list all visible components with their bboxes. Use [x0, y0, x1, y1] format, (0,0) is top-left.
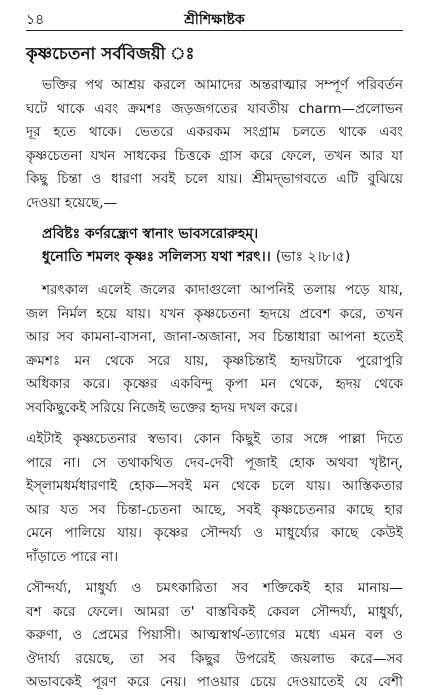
text-line: ঔদার্য্য রয়েছে, তা সব কিছুর উপরেই জয়লাভ করে—সব [26, 650, 403, 667]
paragraph-1 [26, 74, 403, 215]
text-line: ইস্‌লামধর্মধারণাই হোক—সবই মন থেকে চলে যায়। আস্তিকতার [26, 478, 403, 494]
text-line: অধিকার করে। কৃষ্ণের একবিন্দু কৃপা মন থেকে, হৃদয় থেকে [26, 376, 403, 392]
verse-line-1: প্রবিষ্টঃ কর্ণরন্ধ্রেণ স্বানাং ভাবসরোরুহম্‌। [42, 226, 259, 242]
verse-line-2-text: ধুনোতি শমলং কৃষ্ণঃ সলিলস্য যথা শরৎ।। [42, 249, 271, 265]
text-line: ক্রমশঃ মন থেকে সরে যায়, কৃষ্ণচিন্তাই হৃদয়টাকে পুরোপুরি [26, 352, 403, 369]
text-line: মেনে পালিয়ে যায়। কৃষ্ণের সৌন্দর্য্য ও মাধুর্য্যের কাছে কেউই [26, 525, 403, 541]
page-header [26, 8, 403, 31]
text-line: ভক্তির পথ আশ্রয় করলে আমাদের অন্তরাত্মার সম্পূর্ণ পরিবর্তন [42, 77, 403, 93]
text-line: সবকিছুকেই সরিয়ে নিজেই ভক্তের হৃদয় দখল করে। [26, 399, 298, 416]
text-line: এইটাই কৃষ্ণচেতনার স্বভাব। কোন কিছুই তার সঙ্গে পাল্লা দিতে [26, 431, 403, 447]
text-line: জল নির্মল হয়ে যায়। যখন কৃষ্ণচেতনা হৃদয়ে প্রবেশ করে, তখন [26, 305, 403, 322]
text-line: দাঁড়াতে পারে না। [26, 548, 119, 565]
section-title: কৃষ্ণচেতনা সর্ববিজয়ী ঃ [26, 44, 195, 63]
text-line: দূর হতে থাকে। ভেতরে একরকম সংগ্রাম চলতে থাকে এবং [26, 124, 403, 140]
sanskrit-verse [42, 223, 403, 269]
running-title: শ্রীশিক্ষাষ্টক [184, 12, 245, 28]
text-line: বশ করে ফেলে। আমরা ত' বাস্তবিকই কেবল সৌন্দর্য্য, মাধুর্য্য, [26, 603, 403, 620]
page-number: ১৪ [26, 12, 45, 28]
text-line: আর যত সব চিন্তা-চেতনা আছে, সবই কৃষ্ণচেতনার কাছে হার [26, 501, 403, 518]
text-line: সৌন্দর্য্য, মাধুর্য্য ও চমৎকারিতা সব শক্তিকেই হার মানায়— [26, 580, 403, 596]
text-line: আর সব কামনা-বাসনা, জানা-অজানা, সব চিন্তাধারা আপনা হতেই [26, 329, 403, 345]
paragraph-3 [26, 428, 403, 569]
verse-line-2 [42, 246, 403, 269]
verse-reference: (ভাঃ ২।৮।৫) [275, 249, 351, 265]
text-line: শরৎকাল এলেই জলের কাদাগুলো আপনিই তলায় পড়ে যায়, [42, 282, 403, 298]
text-line: পারে না। সে তথাকথিত দেব-দেবী পূজাই হোক অথবা খৃষ্টান্‌, [26, 454, 403, 471]
paragraph-4 [26, 577, 403, 695]
text-line: কিছু চিন্তা ও ধারণা সবই চলে যায়। শ্রীমদ্‌ভাগবতে এটি বুঝিয়ে [26, 171, 403, 187]
text-line: দেওয়া হয়েছে,— [26, 194, 118, 211]
text-line: অভাবকেই পূরণ করে নেয়। পাওয়ার চেয়ে দেওয়াতেই যে বেশী [26, 674, 403, 690]
paragraph-2 [26, 279, 403, 420]
text-line: করুণা, ও প্রেমের পিয়াসী। আত্মস্বার্থ-ত্যাগের মধ্যে এমন বল ও [26, 627, 403, 643]
text-line: কৃষ্ণচেতনা যখন সাধকের চিত্তকে গ্রাস করে ফেলে, তখন আর যা [26, 147, 403, 164]
text-line: ঘটে থাকে এবং ক্রমশঃ জড়জগতের যাবতীয় charm—প্রলোভন [26, 100, 403, 117]
